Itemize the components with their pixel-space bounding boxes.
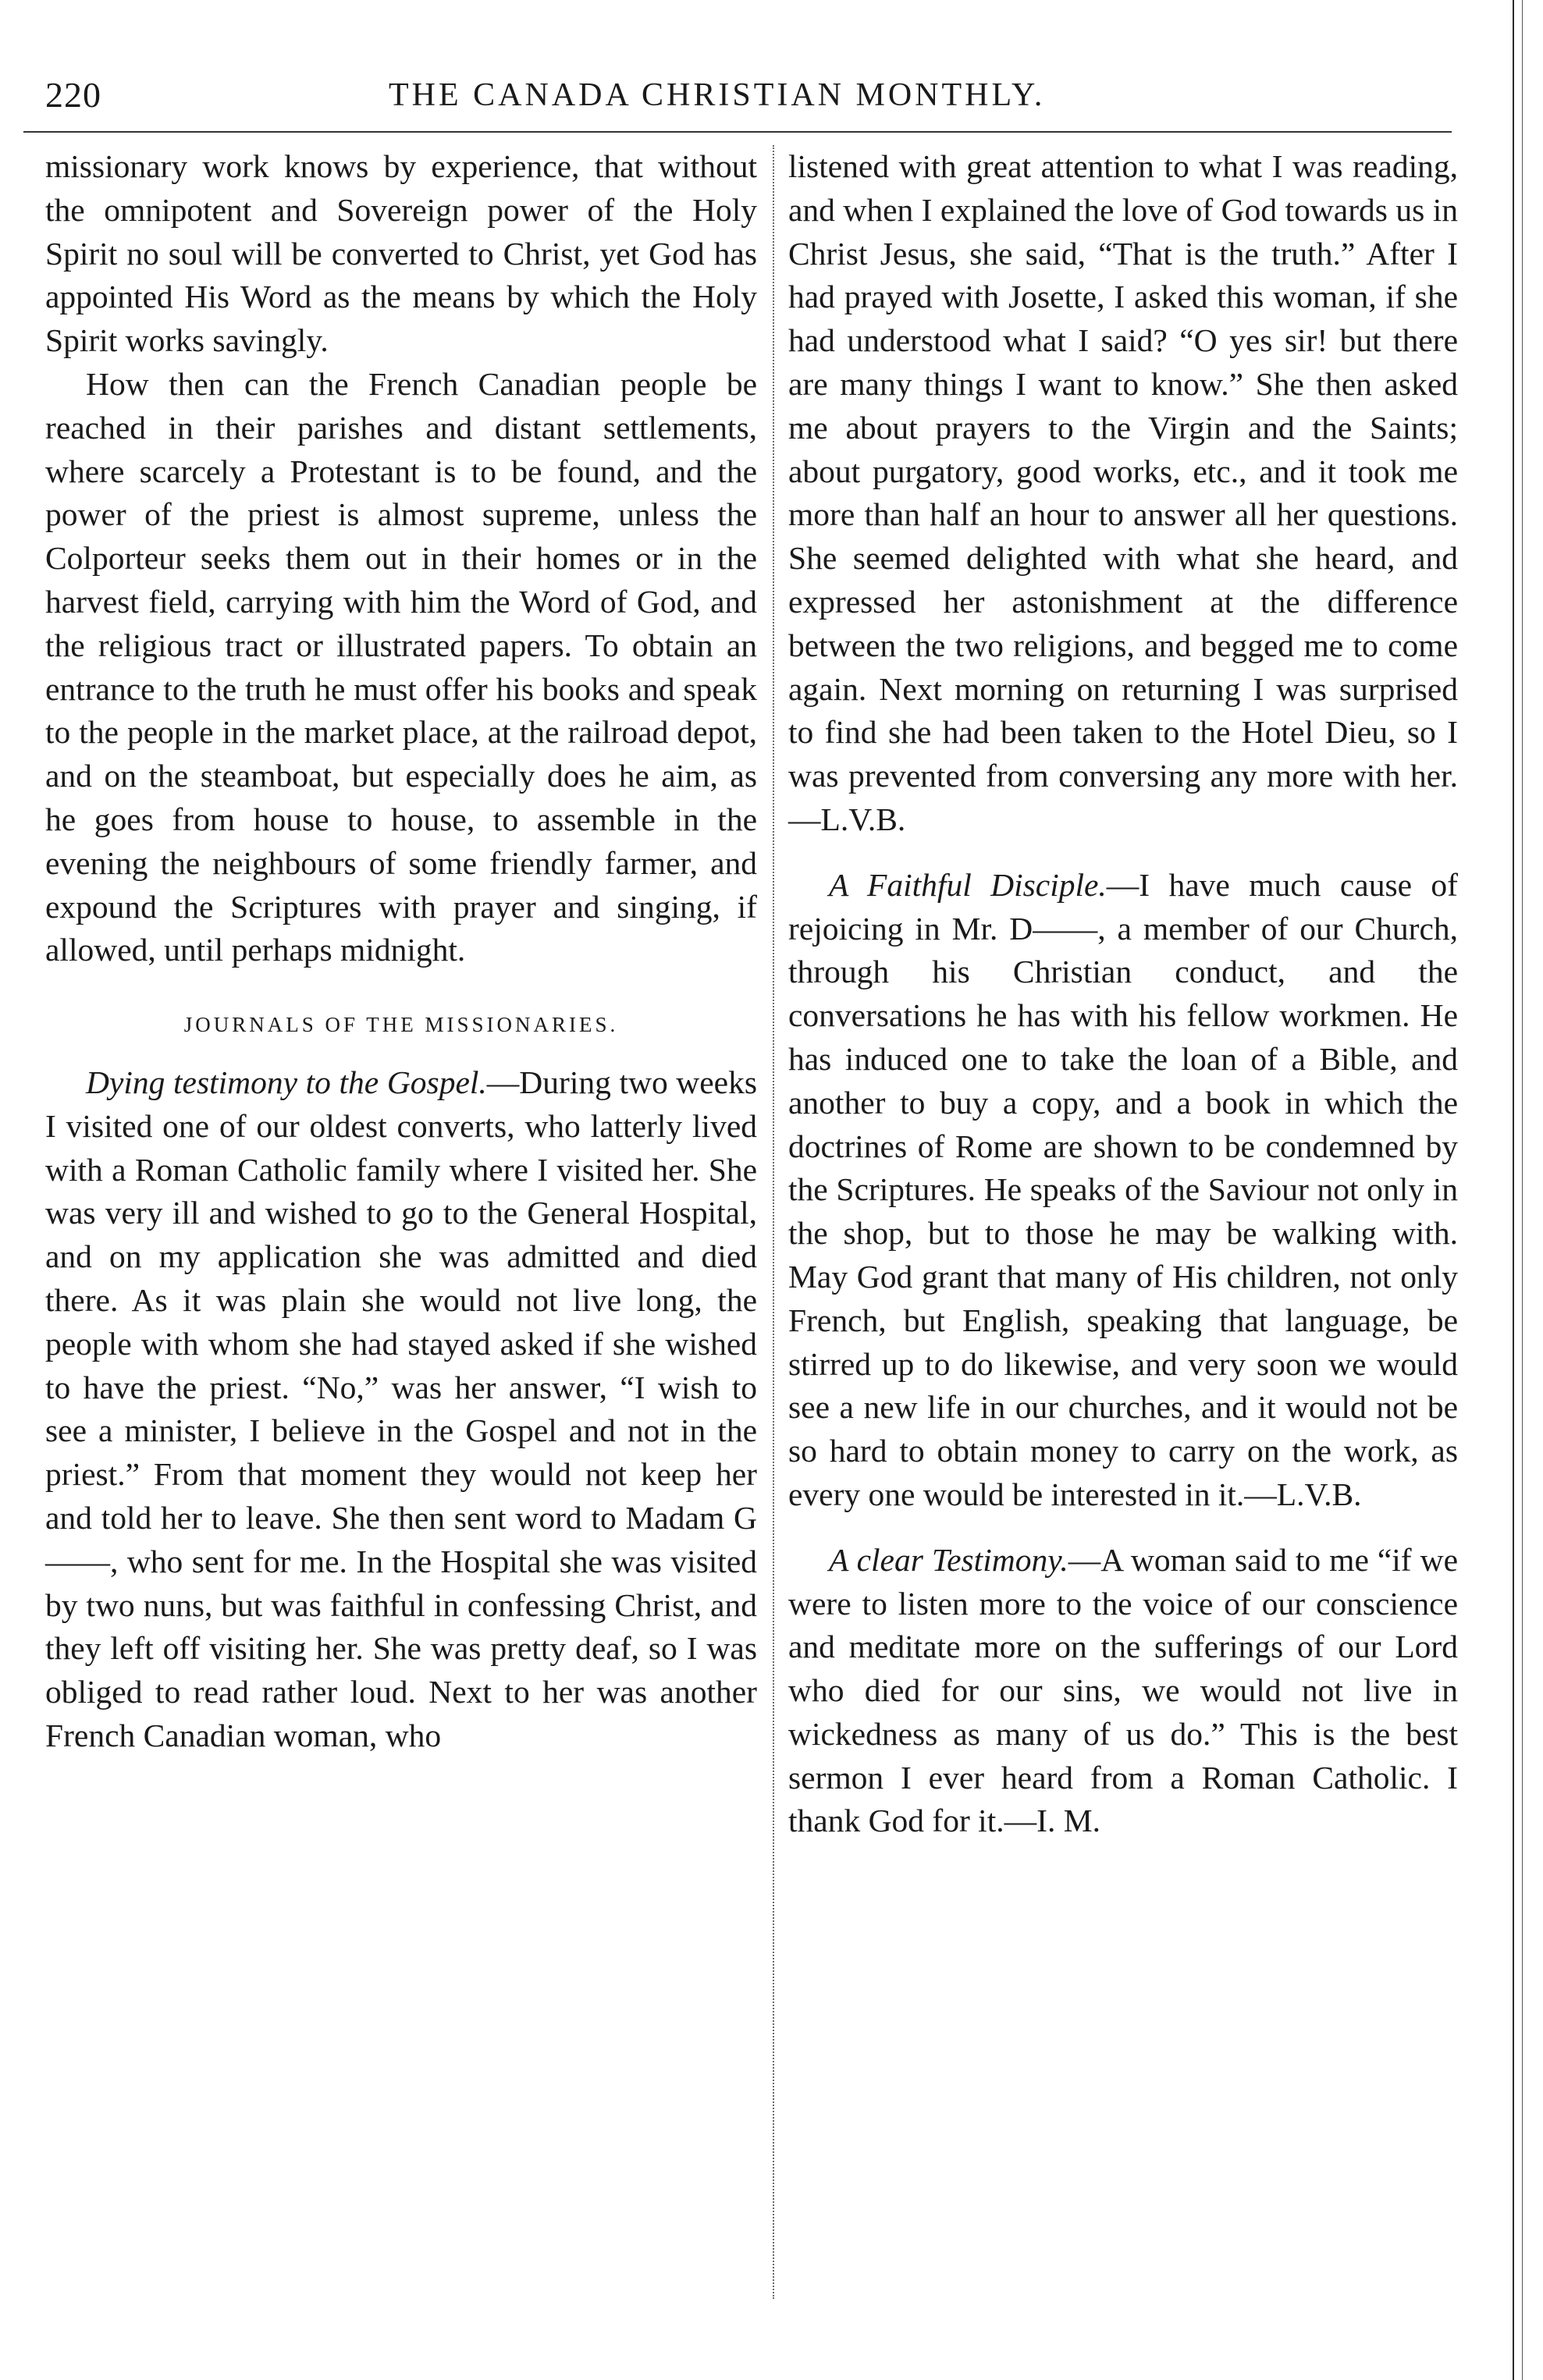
right-column (788, 145, 1458, 1843)
faithful-disciple-body: —I have much cause of rejoicing in Mr. D——, a member of our Church, through his Christian conduct, and the conversations he has with his fellow workmen. He has induced one to take the loan of a Bible, and another to buy a copy, and a book in which the doctrines of Rome are shown to be condemned by the Scriptures. He speaks of the Saviour not only in the shop, but to those he may be walking with. May God grant that many of His children, not only French, but English, speaking that language, be stirred up to do likewise, and very soon we would see a new life in our churches, and it would not be so hard to obtain money to carry on the work, as every one would be interested in it.—L.V.B. (788, 866, 1458, 1512)
colporteur-paragraph: How then can the French Canadian people be reached in their parishes and distant settlements, where scarcely a Protestant is to be found, and the power of the priest is almost supreme, unless the Colporteur seeks them out in their homes or in the harvest field, carrying with him the Word of God, and the religious tract or illustrated papers. To obtain an entrance to the truth he must offer his books and speak to the people in the market place, at the railroad depot, and on the steamboat, but especially does he aim, as he goes from house to house, to assemble in the evening the neighbours of some friendly farmer, and expound the Scriptures with prayer and singing, if allowed, until perhaps midnight. (45, 365, 757, 968)
running-head: THE CANADA CHRISTIAN MONTHLY. (389, 77, 1046, 113)
opening-paragraph: missionary work knows by experience, that without the omnipotent and Sovereign power of the Holy Spirit no soul will be converted to Christ, yet God has appointed His Word as the means by which the Holy Spirit works savingly. (45, 148, 757, 359)
section-heading: JOURNALS OF THE MISSIONARIES. (183, 1013, 619, 1037)
page-header (45, 72, 1442, 119)
continuation-paragraph: listened with great attention to what I was reading, and when I explained the love of God towards us in Christ Jesus, she said, “That is the truth.” After I had prayed with Josette, I asked this woman, if she had understood what I said? “O yes sir! but there are many things I want to know.” She then asked me about prayers to the Virgin and the Saints; about purgatory, good works, etc., and it took me more than half an hour to answer all her questions. She seemed delighted with what she heard, and expressed her astonishment at the difference between the two religions, and begged me to come again. Next morning on returning I was surprised to find she had been taken to the Hotel Dieu, so I was prevented from conversing any more with her.—L.V.B. (788, 148, 1458, 837)
dying-testimony-title: Dying testimony to the Gospel. (86, 1064, 487, 1100)
page-edge-rule (1513, 0, 1514, 2380)
page-edge-rule-inner (1522, 0, 1523, 2380)
faithful-disciple-title: A Faithful Disciple. (829, 866, 1107, 903)
dying-testimony-paragraph (45, 1061, 757, 1758)
page-number: 220 (45, 75, 101, 115)
clear-testimony-title: A clear Testimony. (829, 1541, 1068, 1578)
dying-testimony-body: —During two weeks I visited one of our oldest converts, who latterly lived with a Roman Catholic family where I visited her. She was very ill and wished to go to the General Hospital, and on my application she was admitted and died there. As it was plain she would not live long, the people with whom she had stayed asked if she wished to have the priest. “No,” was her answer, “I wish to see a minister, I believe in the Gospel and not in the priest.” From that moment they would not keep her and told her to leave. She then sent word to Madam G——, who sent for me. In the Hospital she was visited by two nuns, but was faithful in confessing Christ, and they left off visiting her. She was pretty deaf, so I was obliged to read rather loud. Next to her was another French Canadian woman, who (45, 1064, 757, 1753)
clear-testimony-paragraph (788, 1539, 1458, 1844)
left-column (45, 145, 757, 1758)
faithful-disciple-paragraph (788, 864, 1458, 1517)
clear-testimony-body: —A woman said to me “if we were to listen more to the voice of our conscience and meditate more on the sufferings of our Lord who died for our sins, we would not live in wickedness as many of us do.” This is the best sermon I ever heard from a Roman Catholic. I thank God for it.—I. M. (788, 1541, 1459, 1839)
column-divider (773, 145, 774, 2299)
header-rule (23, 131, 1452, 133)
